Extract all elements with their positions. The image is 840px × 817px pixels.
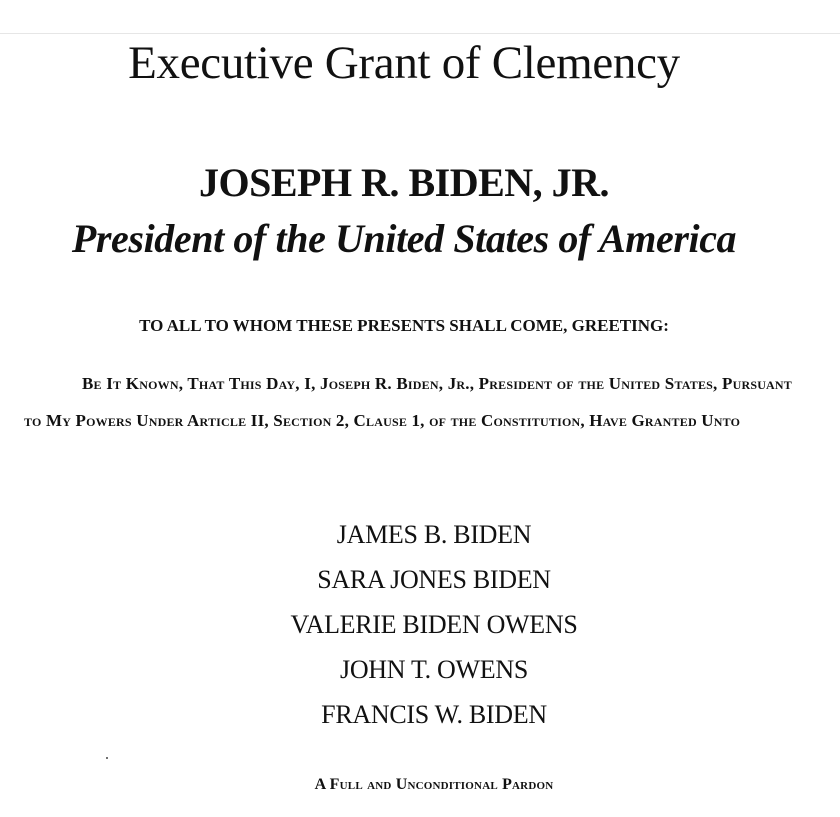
president-title: President of the United States of America [71, 216, 737, 261]
grantee-name: FRANCIS W. BIDEN [321, 700, 547, 729]
grantee-name: VALERIE BIDEN OWENS [290, 610, 578, 639]
grantee-name: JOHN T. OWENS [340, 655, 528, 684]
pardon-statement: A Full and Unconditional Pardon [314, 776, 554, 793]
grantee-list [0, 512, 840, 737]
grant-body-paragraph: Be It Known, That This Day, I, Joseph R. Biden, Jr., President of the United States, Pursuant to My Powers Under Article II, Section 2, Clause 1, of the Constitution, Have Granted Unto [24, 374, 792, 430]
greeting-line: TO ALL TO WHOM THESE PRESENTS SHALL COME, GREETING: [139, 316, 669, 335]
document-title: Executive Grant of Clemency [128, 37, 680, 89]
president-name: JOSEPH R. BIDEN, JR. [198, 160, 610, 205]
scan-speck [106, 757, 108, 759]
grantee-name: SARA JONES BIDEN [317, 565, 551, 594]
grantee-name: JAMES B. BIDEN [336, 520, 532, 549]
